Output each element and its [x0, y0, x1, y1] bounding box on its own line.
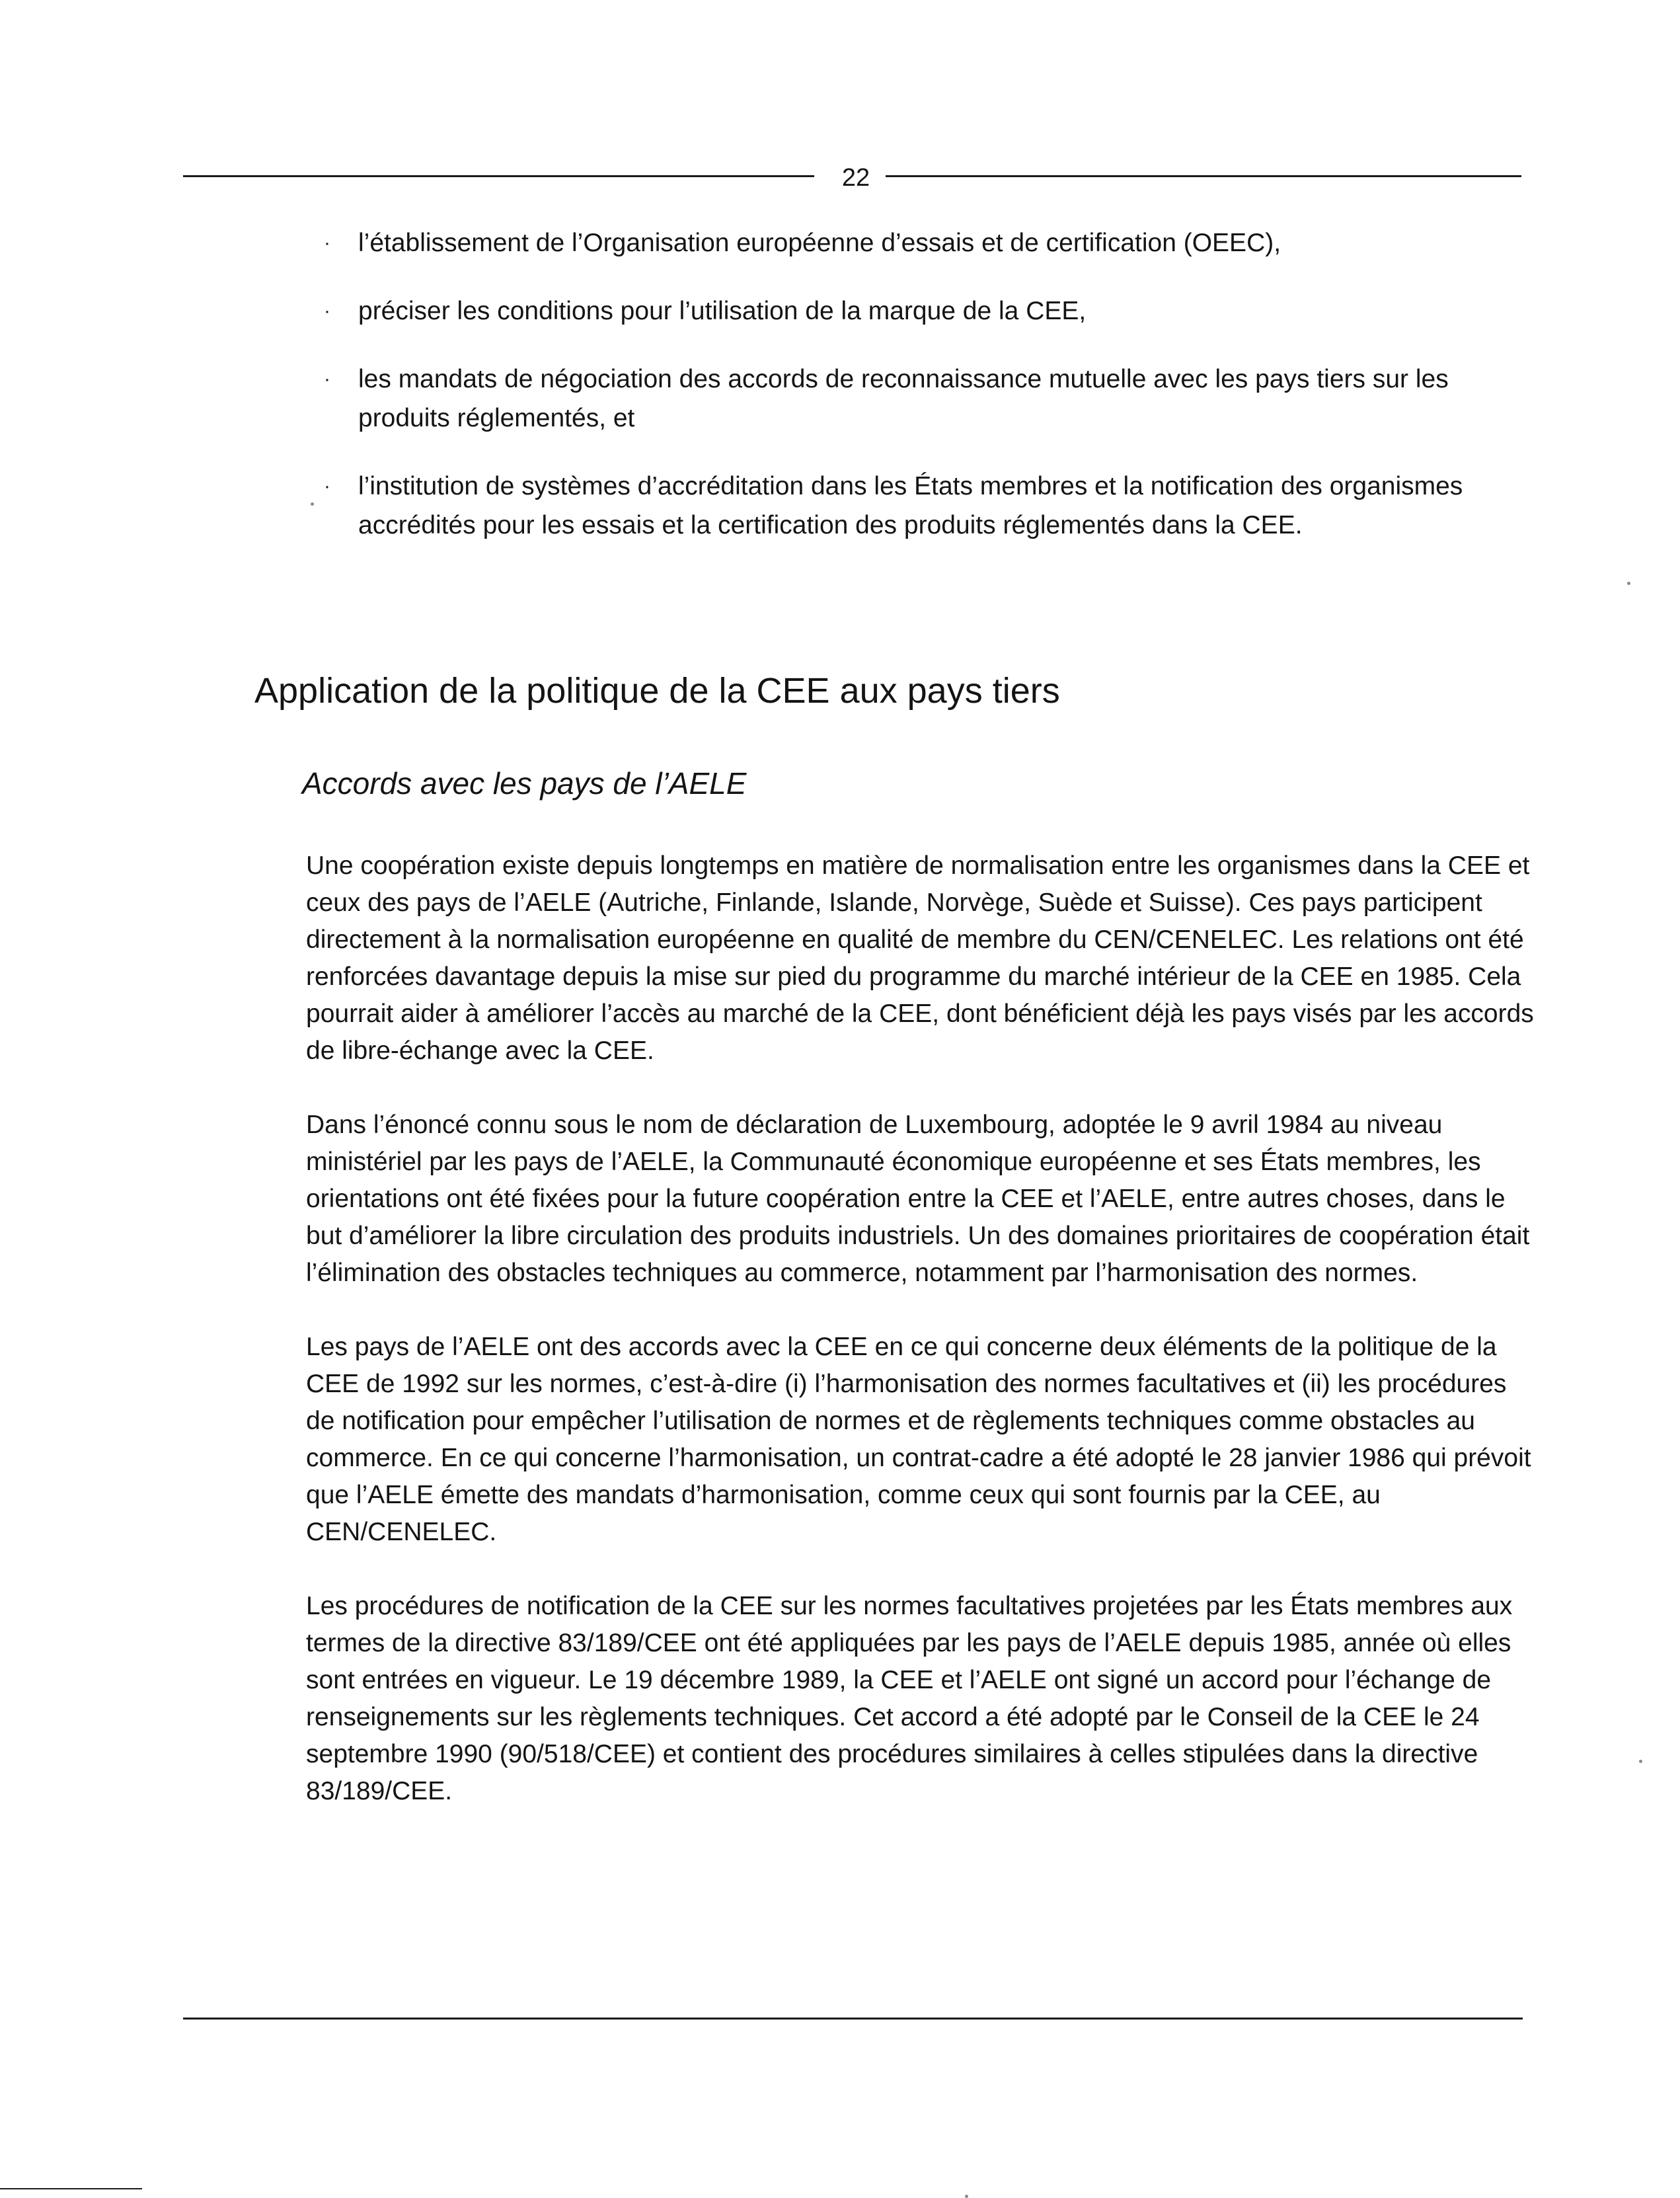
bullet-icon: · — [324, 368, 330, 390]
bullet-text: l’institution de systèmes d’accréditation dans les États membres et la notification des organismes accrédités pour les essais et la certification des produits réglementés dans la CEE. — [358, 472, 1463, 539]
scan-speck — [311, 502, 314, 506]
scan-speck — [965, 2195, 968, 2198]
corner-rule — [0, 2188, 142, 2189]
body-text — [306, 847, 1542, 1847]
list-item — [317, 223, 1546, 262]
paragraph: Les pays de l’AELE ont des accords avec la CEE en ce qui concerne deux éléments de la politique de la CEE de 1992 sur les normes, c’est-à-dire (i) l’harmonisation des normes facultatives et (ii) les procédures de notification pour empêcher l’utilisation de normes et de règlements techniques comme obstacles au commerce. En ce qui concerne l’harmonisation, un contrat-cadre a été adopté le 28 janvier 1986 qui prévoit que l’AELE émette des mandats d’harmonisation, comme ceux qui sont fournis par la CEE, au CEN/CENELEC. — [306, 1333, 1531, 1546]
bullet-list — [317, 223, 1546, 574]
bullet-text: les mandats de négociation des accords de reconnaissance mutuelle avec les pays tiers sur les produits réglementés, et — [358, 365, 1449, 432]
bullet-icon: · — [324, 475, 330, 497]
bullet-icon: · — [324, 232, 330, 254]
footer-rule — [183, 2018, 1523, 2020]
list-item — [317, 292, 1546, 331]
header-rule-right — [886, 175, 1521, 177]
bullet-text: l’établissement de l’Organisation européenne d’essais et de certification (OEEC), — [358, 229, 1281, 257]
bullet-text: préciser les conditions pour l’utilisation de la marque de la CEE, — [358, 297, 1087, 325]
scan-speck — [1627, 582, 1630, 585]
page-number: 22 — [841, 164, 870, 192]
paragraph: Les procédures de notification de la CEE sur les normes facultatives projetées par les États membres aux termes de la directive 83/189/CEE ont été appliquées par les pays de l’AELE depuis 1985, année où elles sont entrées en vigueur. Le 19 décembre 1989, la CEE et l’AELE ont signé un accord pour l’échange de renseignements sur les règlements techniques. Cet accord a été adopté par le Conseil de la CEE le 24 septembre 1990 (90/518/CEE) et contient des procédures similaires à celles stipulées dans la directive 83/189/CEE. — [306, 1592, 1513, 1805]
header-rule-left — [183, 175, 814, 177]
paragraph: Une coopération existe depuis longtemps en matière de normalisation entre les organismes dans la CEE et ceux des pays de l’AELE (Autriche, Finlande, Islande, Norvège, Suède et Suisse). Ces pays participent directement à la normalisation européenne en qualité de membre du CEN/CENELEC. Les relations ont été renforcées davantage depuis la mise sur pied du programme du marché intérieur de la CEE en 1985. Cela pourrait aider à améliorer l’accès au marché de la CEE, dont bénéficient déjà les pays visés par les accords de libre-échange avec la CEE. — [306, 851, 1534, 1065]
section-heading: Application de la politique de la CEE aux pays tiers — [254, 671, 1060, 711]
list-item — [317, 467, 1546, 545]
subsection-heading: Accords avec les pays de l’AELE — [302, 766, 747, 801]
list-item — [317, 360, 1546, 438]
paragraph: Dans l’énoncé connu sous le nom de déclaration de Luxembourg, adoptée le 9 avril 1984 au niveau ministériel par les pays de l’AELE, la Communauté économique européenne et ses États membres, les orientations ont été fixées pour la future coopération entre la CEE et l’AELE, entre autres choses, dans le but d’améliorer la libre circulation des produits industriels. Un des domaines prioritaires de coopération était l’élimination des obstacles techniques au commerce, notamment par l’harmonisation des normes. — [306, 1111, 1530, 1287]
scan-speck — [1639, 1760, 1642, 1763]
bullet-icon: · — [324, 300, 330, 322]
